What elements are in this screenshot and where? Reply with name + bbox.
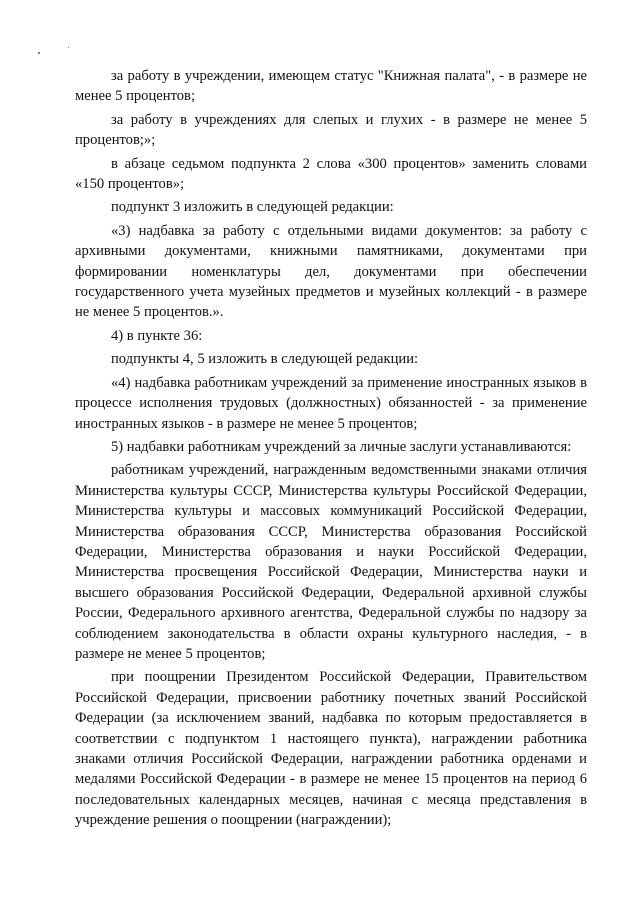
paragraph: подпункты 4, 5 изложить в следующей редакции: (111, 351, 419, 368)
paragraph: за работу в учреждении, имеющем статус "Книжная палата", - в размере не менее 5 процентов; (75, 68, 587, 105)
paragraph: за работу в учреждениях для слепых и глухих - в размере не менее 5 процентов;»; (75, 111, 587, 149)
paragraph: 5) надбавки работникам учреждений за личные заслуги устанавливаются: (111, 438, 572, 455)
paragraph: работникам учреждений, награжденным ведомственными знаками отличия Министерства культуры СССР, Министерства культуры Российской Федерации, Министерства культуры и массовых коммуникаций Российской Федерации, Министерства образования СССР, Министерства образования Российской Федерации, Министерства образования и науки Российской Федерации, Министерства просвещения Российской Федерации, Министерства науки и высшего образования Российской Федерации, Федеральной архивной службы России, Федерального архивного агентства, Федеральной службы по надзору за соблюдением законодательства в области охраны культурного наследия, - в размере не менее 5 процентов; (75, 462, 587, 662)
scan-speck (68, 47, 69, 48)
paragraph: в абзаце седьмом подпункта 2 слова «300 процентов» заменить словами «150 процентов»; (75, 155, 587, 193)
paragraph: «3) надбавка за работу с отдельными видами документов: за работу с архивными документами, книжными памятниками, документами при формировании номенклатуры дел, документами при обеспечении государственного учета музейных предметов и музейных коллекций - в размере не менее 5 процентов.». (75, 222, 587, 321)
paragraph: подпункт 3 изложить в следующей редакции: (111, 199, 394, 216)
paragraph: «4) надбавка работникам учреждений за применение иностранных языков в процессе исполнения трудовых (должностных) обязанностей - за применение иностранных языков - в размере не менее 5 процентов; (75, 374, 587, 432)
paragraph: 4) в пункте 36: (111, 327, 203, 344)
document-page (75, 66, 587, 834)
paragraph: при поощрении Президентом Российской Федерации, Правительством Российской Федерации, присвоении работнику почетных званий Российской Федерации (за исключением званий, надбавка по которым предоставляется в соответствии с подпунктом 1 настоящего пункта), награждении работника знаками отличия Российской Федерации, награждении работника орденами и медалями Российской Федерации - в размере не менее 15 процентов на период 6 последовательных календарных месяцев, начиная с месяца представления в учреждение решения о поощрении (награждении); (75, 669, 587, 829)
scan-speck (38, 52, 40, 54)
